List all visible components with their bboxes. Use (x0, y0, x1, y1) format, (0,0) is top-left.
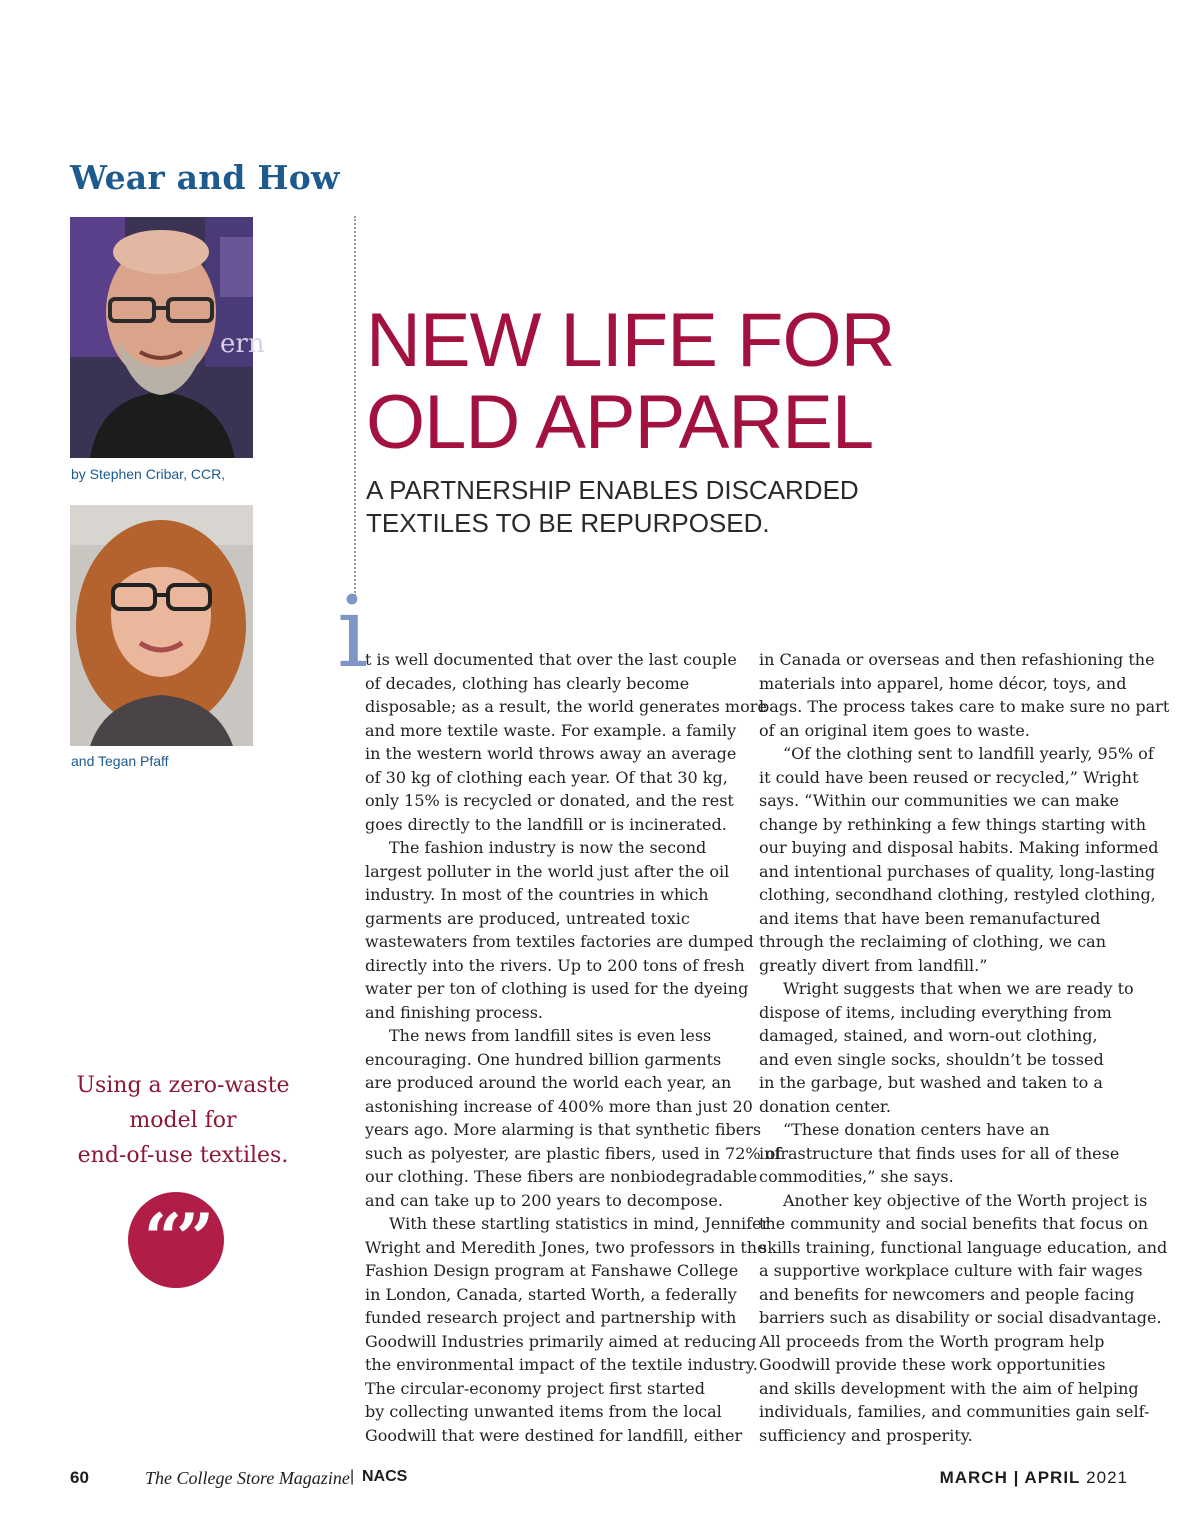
body-line: Another key objective of the Worth project is (783, 1190, 1148, 1210)
headline (366, 300, 894, 464)
body-line: bags. The process takes care to make sure no part (759, 697, 1170, 716)
body-line: and items that have been remanufactured (759, 908, 1101, 928)
body-line: through the reclaiming of clothing, we can (759, 932, 1106, 951)
body-line: our clothing. These fibers are nonbiodegradable (365, 1167, 758, 1186)
body-line: a supportive workplace culture with fair wages (759, 1261, 1143, 1280)
pull-quote-line-2: model for (129, 1108, 237, 1133)
body-line: the environmental impact of the textile industry. (365, 1355, 758, 1374)
publisher-name: NACS (362, 1468, 408, 1485)
body-line: encouraging. One hundred billion garments (365, 1049, 722, 1069)
body-line: and intentional purchases of quality, long-lasting (759, 861, 1156, 881)
body-line: barriers such as disability or social disadvantage. (759, 1308, 1162, 1327)
body-line: goes directly to the landfill or is incinerated. (365, 814, 727, 834)
body-column-2 (759, 648, 1170, 1447)
body-line: of decades, clothing has clearly become (365, 673, 690, 693)
pull-quote-line-1: Using a zero-waste (76, 1073, 290, 1098)
drop-cap: i (337, 576, 369, 690)
body-line: sufficiency and prosperity. (759, 1425, 973, 1445)
body-line: funded research project and partnership with (365, 1308, 737, 1327)
body-line: change by rethinking a few things starting with (759, 814, 1147, 834)
body-line: years ago. More alarming is that synthetic fibers (365, 1120, 762, 1139)
body-line: such as polyester, are plastic fibers, used in 72% of (365, 1143, 782, 1163)
pull-quote (70, 1068, 296, 1173)
body-line: are produced around the world each year, an (365, 1073, 732, 1092)
body-line: clothing, secondhand clothing, restyled clothing, (759, 885, 1156, 904)
issue-date (940, 1468, 1128, 1488)
headline-line-2: OLD APPAREL (366, 380, 874, 465)
issue-year: 2021 (1086, 1468, 1128, 1487)
body-line: and benefits for newcomers and people facing (759, 1284, 1135, 1304)
quote-badge-glyph: “” (144, 1199, 208, 1277)
body-line: “Of the clothing sent to landfill yearly, 95% of (783, 744, 1154, 763)
section-title: Wear and How (70, 158, 340, 197)
body-line: The news from landfill sites is even less (389, 1026, 712, 1045)
body-line: Wright and Meredith Jones, two professors in the (365, 1237, 767, 1257)
body-line: it could have been reused or recycled,” Wright (759, 767, 1139, 787)
headline-line-1: NEW LIFE FOR (366, 298, 895, 383)
body-line: dispose of items, including everything from (759, 1002, 1112, 1022)
pull-quote-line-3: end-of-use textiles. (77, 1143, 289, 1168)
body-line: commodities,” she says. (759, 1167, 954, 1186)
author-photo-stephen (70, 217, 265, 458)
body-line: donation center. (759, 1096, 891, 1116)
body-line: in the garbage, but washed and taken to a (759, 1073, 1103, 1092)
page-number: 60 (70, 1468, 89, 1487)
body-line: in the western world throws away an average (365, 744, 737, 763)
body-line: The fashion industry is now the second (389, 838, 707, 857)
deck (366, 474, 859, 540)
body-line: in London, Canada, started Worth, a federally (365, 1284, 737, 1304)
body-line: says. “Within our communities we can make (759, 791, 1119, 810)
body-line: astonishing increase of 400% more than just 20 (365, 1096, 753, 1116)
body-line: and even single socks, shouldn’t be tossed (759, 1049, 1104, 1069)
body-line: water per ton of clothing is used for the dyeing (365, 979, 749, 998)
svg-text:ern: ern (220, 329, 265, 359)
body-column-1 (365, 648, 782, 1447)
body-line: our buying and disposal habits. Making informed (759, 838, 1159, 857)
quotation-mark-icon (128, 1192, 224, 1288)
byline-stephen: by Stephen Cribar, CCR, (71, 466, 226, 482)
body-line: in Canada or overseas and then refashioning the (759, 650, 1155, 669)
body-line: All proceeds from the Worth program help (759, 1331, 1105, 1351)
deck-line-1: A PARTNERSHIP ENABLES DISCARDED (366, 475, 859, 505)
body-line: With these startling statistics in mind, Jennifer (389, 1214, 770, 1233)
body-line: directly into the rivers. Up to 200 tons of fresh (365, 955, 745, 975)
body-line: disposable; as a result, the world generates more (365, 697, 767, 716)
body-line: only 15% is recycled or donated, and the rest (365, 791, 734, 810)
body-line: Goodwill that were destined for landfill, either (365, 1425, 743, 1445)
body-line: Goodwill Industries primarily aimed at reducing (365, 1331, 757, 1351)
body-line: of an original item goes to waste. (759, 720, 1030, 740)
body-line: The circular-economy project first started (365, 1378, 705, 1398)
body-line: Wright suggests that when we are ready to (783, 979, 1134, 998)
byline-tegan: and Tegan Pfaff (71, 753, 169, 769)
body-line: infrastructure that finds uses for all of these (759, 1143, 1120, 1163)
body-line: skills training, functional language education, and (759, 1237, 1168, 1257)
body-line: materials into apparel, home décor, toys, and (759, 673, 1127, 693)
body-line: Fashion Design program at Fanshawe College (365, 1261, 739, 1280)
body-line: and can take up to 200 years to decompose. (365, 1190, 723, 1210)
body-line: individuals, families, and communities gain self- (759, 1402, 1150, 1421)
divider-rule (354, 216, 356, 596)
body-line: and skills development with the aim of helping (759, 1378, 1139, 1398)
body-line: greatly divert from landfill.” (759, 955, 988, 975)
body-line: and finishing process. (365, 1002, 543, 1022)
body-line: damaged, stained, and worn-out clothing, (759, 1026, 1098, 1045)
issue-months: MARCH | APRIL (939, 1468, 1081, 1487)
body-line: industry. In most of the countries in which (365, 885, 709, 904)
deck-line-2: TEXTILES TO BE REPURPOSED. (366, 508, 770, 538)
body-line: of 30 kg of clothing each year. Of that 30 kg, (365, 767, 728, 787)
body-line: and more textile waste. For example. a family (365, 720, 737, 740)
body-line: garments are produced, untreated toxic (365, 908, 690, 928)
magazine-title: The College Store Magazine (145, 1468, 350, 1488)
body-line: Goodwill provide these work opportunities (759, 1355, 1106, 1374)
footer-separator: | (350, 1468, 355, 1485)
body-line: “These donation centers have an (783, 1120, 1050, 1139)
author-photo-tegan (70, 505, 253, 746)
body-line: t is well documented that over the last couple (365, 650, 737, 669)
body-line: the community and social benefits that focus on (759, 1214, 1149, 1233)
body-line: largest polluter in the world just after the oil (365, 861, 730, 881)
body-line: wastewaters from textiles factories are dumped (365, 932, 754, 951)
body-line: by collecting unwanted items from the local (365, 1402, 722, 1421)
